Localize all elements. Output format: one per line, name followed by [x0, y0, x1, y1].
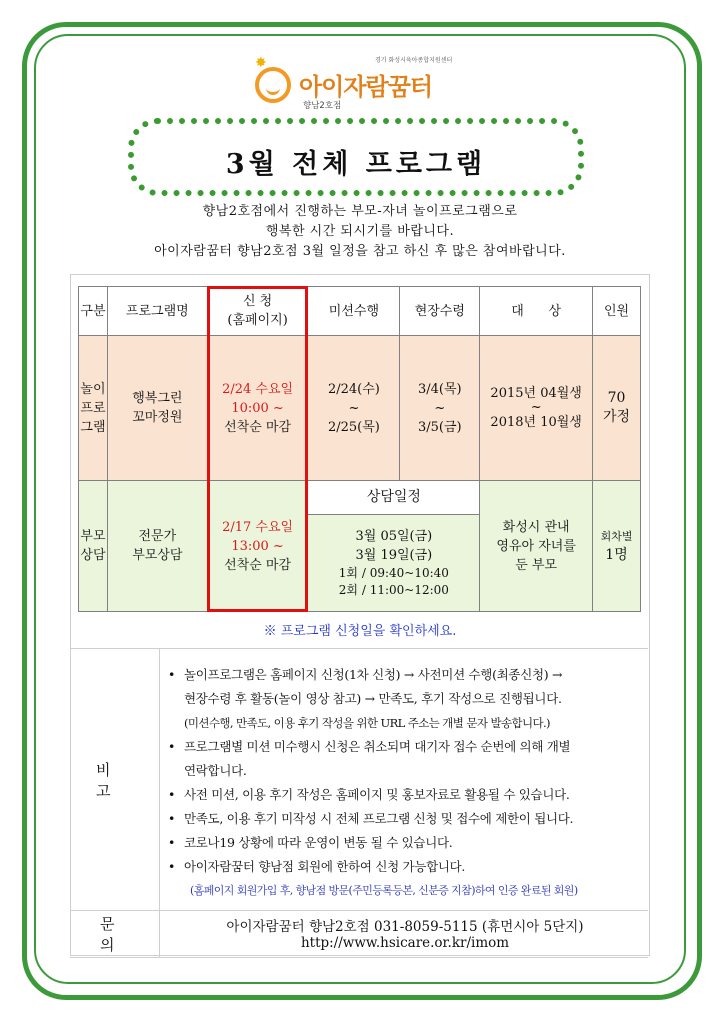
- page-title: 3월 전체 프로그램: [225, 149, 487, 180]
- row2-program: [107, 481, 207, 612]
- remarks-label: 비고: [70, 649, 160, 911]
- header-pickup: 현장수령: [400, 287, 480, 336]
- row2-people: [593, 481, 641, 612]
- row2-schedule-date1: 3월 05일(금): [355, 529, 433, 545]
- remark-item: • 프로그램별 미션 미수행시 신청은 취소되며 대기자 접수 순번에 의해 개별: [162, 735, 648, 759]
- row2-apply-time: 13:00 ~: [231, 538, 284, 554]
- sparkle-icon: ✸: [255, 55, 267, 71]
- remark-item-cont: 연락합니다.: [184, 763, 247, 778]
- contact-url[interactable]: http://www.hsicare.or.kr/imom: [300, 935, 510, 951]
- row1-program-line2: 꼬마정원: [132, 410, 183, 425]
- row2-program-line2: 부모상담: [132, 548, 183, 563]
- row2-schedule-time1: 1회 / 09:40~10:40: [338, 566, 449, 581]
- row2-target-line1: 화성시 관내: [502, 519, 570, 535]
- logo: [255, 55, 465, 115]
- contact-label: 문의: [70, 911, 160, 957]
- row1-pickup: [400, 336, 480, 481]
- apply-date-note: ※ 프로그램 신청일을 확인하세요.: [263, 624, 457, 639]
- row1-mission-end: 2/25(목): [327, 419, 380, 435]
- intro-line-1: 향남2호점에서 진행하는 부모-자녀 놀이프로그램으로: [202, 204, 518, 219]
- logo-branch: 향남2호점: [303, 101, 342, 111]
- remark-item: • 놀이프로그램은 홈페이지 신청(1차 신청) → 사전미션 수행(최종신청) →: [162, 663, 648, 687]
- title-box: [128, 118, 584, 196]
- contact-section: [70, 910, 648, 958]
- row1-people-count: 70: [607, 390, 626, 406]
- row1-apply-time: 10:00 ~: [231, 400, 284, 416]
- row2-target-line2: 영유아 자녀를: [496, 538, 576, 554]
- logo-center-name: 경기 화성시육아종합지원센터: [375, 57, 453, 64]
- row2-target-line3: 둔 부모: [515, 557, 558, 573]
- row1-mission: [308, 336, 400, 481]
- program-table: [78, 286, 641, 612]
- row2-schedule-header: 상담일정: [308, 481, 480, 515]
- row1-pickup-start: 3/4(목): [417, 381, 462, 397]
- row1-apply-note: 선착순 마감: [224, 419, 292, 435]
- row2-apply: [207, 481, 308, 612]
- header-apply: [207, 287, 308, 336]
- row1-mission-sep: ~: [348, 400, 360, 416]
- table-header-row: [79, 287, 641, 336]
- header-apply-line2: (홈페이지): [227, 313, 288, 328]
- row1-apply: [207, 336, 308, 481]
- smile-icon: [255, 67, 291, 103]
- remark-item: • 사전 미션, 이용 후기 작성은 홈페이지 및 홍보자료로 활용될 수 있습니다.: [162, 783, 648, 807]
- row2-program-line1: 전문가: [138, 529, 177, 544]
- row2-apply-date: 2/17 수요일: [222, 519, 294, 535]
- intro-text: [90, 202, 630, 262]
- row1-people: [593, 336, 641, 481]
- header-apply-line1: 신 청: [242, 294, 273, 309]
- header-category: 구분: [79, 287, 108, 336]
- header-mission: 미션수행: [308, 287, 400, 336]
- row2-apply-note: 선착순 마감: [224, 557, 292, 573]
- row1-pickup-sep: ~: [434, 400, 446, 416]
- logo-name: 아이자람꿈터: [299, 73, 433, 101]
- header-target: 대 상: [480, 287, 593, 336]
- row1-category: 놀이프로그램: [79, 336, 108, 481]
- header-program: 프로그램명: [107, 287, 207, 336]
- row1-program-line1: 행복그린: [132, 391, 183, 406]
- row2-category: 부모상담: [79, 481, 108, 612]
- row1-apply-date: 2/24 수요일: [222, 381, 294, 397]
- row1-target-sep: ~: [530, 400, 542, 415]
- remark-item-cont: 현장수령 후 활동(놀이 영상 참고) → 만족도, 후기 작성으로 진행됩니다.: [184, 691, 562, 706]
- remark-item: • 아이자람꿈터 향남점 회원에 한하여 신청 가능합니다.: [162, 855, 648, 879]
- row2-people-unit: 회차별: [600, 530, 633, 543]
- row2-schedule-time2: 2회 / 11:00~12:00: [338, 583, 449, 598]
- row1-people-unit: 가정: [602, 409, 631, 425]
- row2-target: [480, 481, 593, 612]
- intro-line-2: 행복한 시간 되시기를 바랍니다.: [265, 224, 455, 239]
- table-row-counsel-a: [79, 481, 641, 515]
- intro-line-3: 아이자람꿈터 향남2호점 3월 일정을 참고 하신 후 많은 참여바랍니다.: [154, 244, 566, 259]
- remarks-list: [162, 663, 648, 903]
- remark-item: • 코로나19 상황에 따라 운영이 변동 될 수 있습니다.: [162, 831, 648, 855]
- row1-target-end: 2018년 10월생: [490, 415, 582, 430]
- header-people: 인원: [593, 287, 641, 336]
- row1-target: [480, 336, 593, 481]
- row1-program: [107, 336, 207, 481]
- table-row-play: [79, 336, 641, 481]
- row1-target-start: 2015년 04월생: [490, 386, 582, 401]
- row2-schedule-date2: 3월 19일(금): [355, 548, 433, 564]
- remark-item: • 만족도, 이용 후기 미작성 시 전체 프로그램 신청 및 접수에 제한이 됩니다.: [162, 807, 648, 831]
- contact-phone: 아이자람꿈터 향남2호점 031-8059-5115 (휴먼시아 5단지): [226, 919, 584, 935]
- row2-schedule: [308, 515, 480, 612]
- row2-people-count: 1명: [605, 547, 628, 563]
- remark-item-cont: (미션수행, 만족도, 이용 후기 작성을 위한 URL 주소는 개별 문자 발송합니다.): [184, 716, 550, 730]
- row1-pickup-end: 3/5(금): [417, 419, 462, 435]
- row1-mission-start: 2/24(수): [327, 381, 380, 397]
- remark-item-member-note: (홈페이지 회원가입 후, 향남점 방문(주민등록등본, 신분증 지참)하여 인증 완료된 회원): [190, 884, 578, 897]
- remarks-section: [70, 648, 648, 911]
